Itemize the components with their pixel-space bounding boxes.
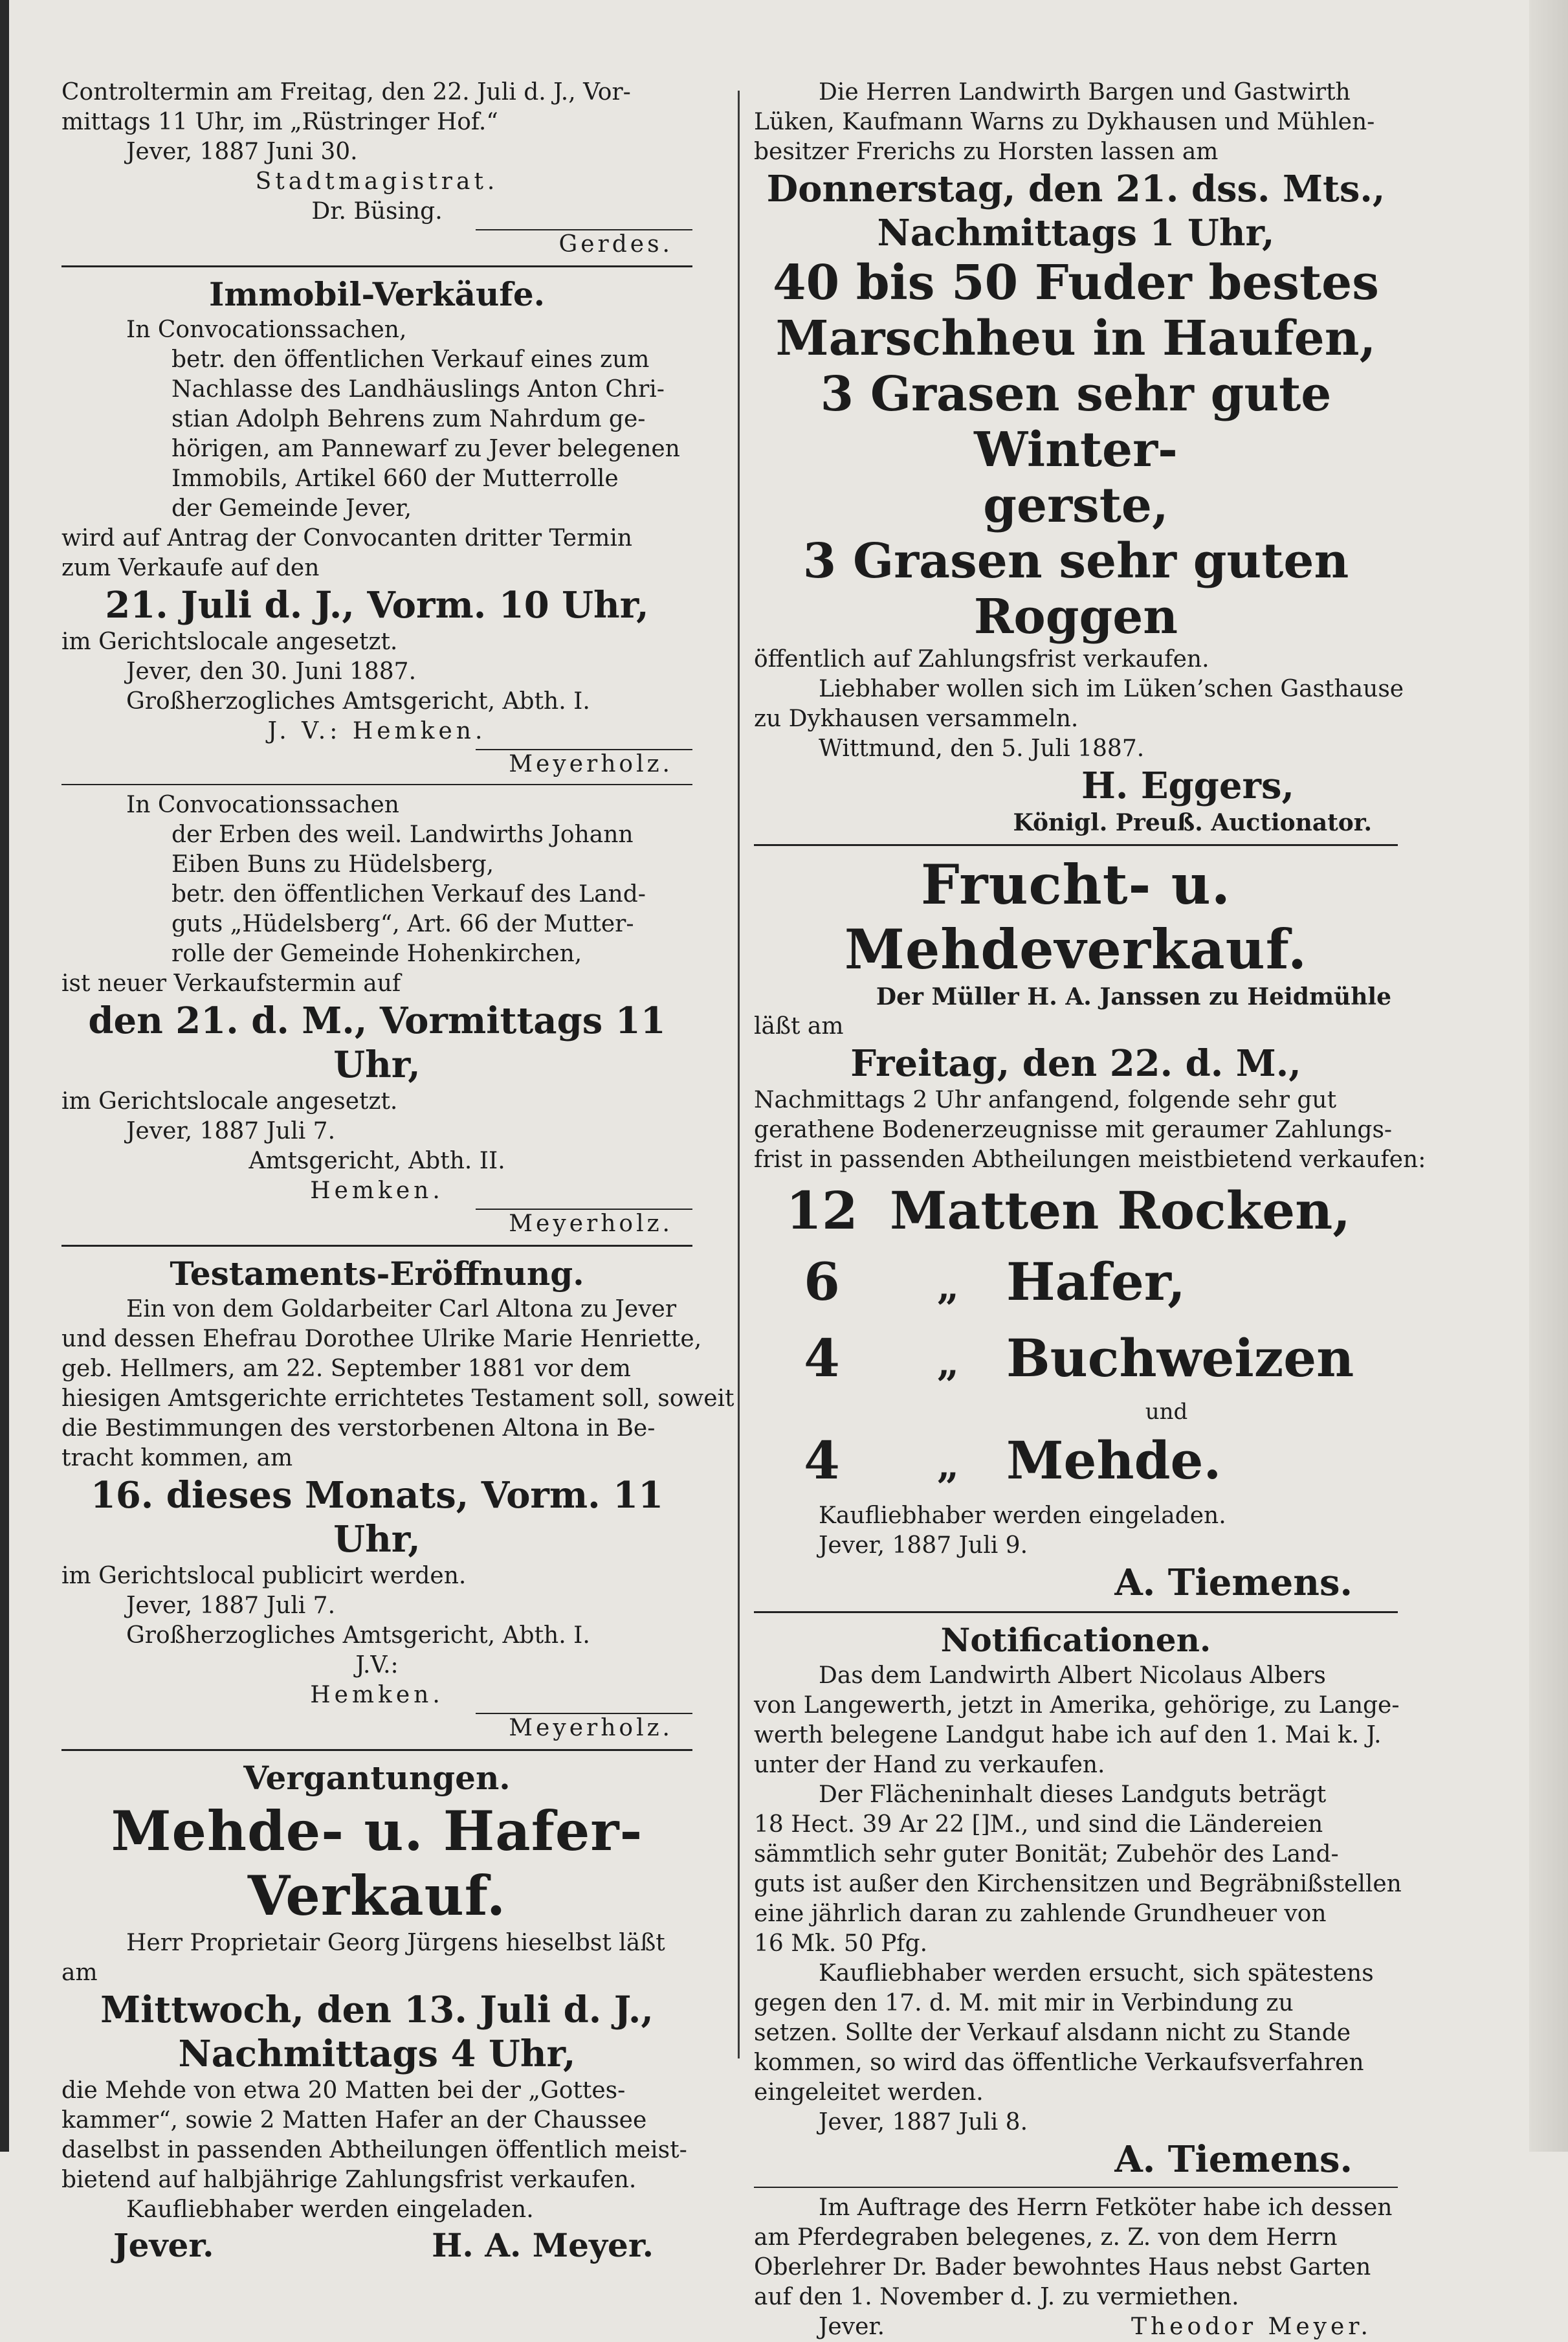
auction-date: 16. dieses Monats, Vorm. 11 Uhr, [90, 1474, 664, 1561]
signature-rule [476, 749, 692, 750]
text-line: Controltermin am Freitag, den 22. Juli d. J., Vor- [61, 79, 631, 106]
text-line: auf den 1. November d. J. zu vermiethen. [754, 2284, 1239, 2310]
list-item [754, 1175, 1398, 1246]
text-line: eine jährlich daran zu zahlende Grundheuer von [754, 1901, 1327, 1927]
auction-date: Donnerstag, den 21. dss. Mts., [766, 168, 1386, 210]
text-line: Kaufliebhaber werden eingeladen. [126, 2196, 534, 2223]
ad-big-line: 40 bis 50 Fuder bestes [773, 255, 1379, 311]
text-line: rolle der Gemeinde Hohenkirchen, [171, 941, 582, 967]
text-line: Der Flächeninhalt dieses Landguts beträgt [819, 1781, 1327, 1808]
section-rule [754, 2187, 1398, 2188]
text-line: Im Auftrage des Herrn Fetköter habe ich dessen [819, 2194, 1393, 2221]
text-line: Großherzogliches Amtsgericht, Abth. I. [126, 1622, 590, 1649]
text-line: mittags 11 Uhr, im „Rüstringer Hof.“ [61, 109, 498, 135]
text-line: guts ist außer den Kirchensitzen und Begräbnißstellen [754, 1871, 1402, 1897]
text-line: gerathene Bodenerzeugnisse mit geraumer Zahlungs- [754, 1117, 1393, 1143]
auction-time: Nachmittags 4 Uhr, [178, 2033, 576, 2075]
text-line: hörigen, am Pannewarf zu Jever belegenen [171, 436, 680, 462]
text-line: guts „Hüdelsberg“, Art. 66 der Mutter- [171, 911, 634, 937]
text-line: die Bestimmungen des verstorbenen Altona in Be- [61, 1415, 656, 1442]
text-line: der Gemeinde Jever, [171, 495, 412, 522]
immobil-section [61, 274, 692, 779]
convocation-section [61, 790, 692, 1238]
signer: H. A. Meyer. [432, 2226, 654, 2264]
text-line: unter der Hand zu verkaufen. [754, 1752, 1105, 1778]
text-line: stian Adolph Behrens zum Nahrdum ge- [171, 406, 646, 432]
signature: Meyerholz. [509, 1715, 673, 1741]
text-line: Ein von dem Goldarbeiter Carl Altona zu Jever [126, 1296, 677, 1322]
text-line: Jever, 1887 Juli 7. [126, 1118, 336, 1144]
section-title: Testaments-Eröffnung. [170, 1255, 584, 1293]
place: Jever. [113, 2226, 214, 2264]
text-line: Dr. Büsing. [311, 198, 443, 225]
item-quantity: 4 [804, 1328, 840, 1388]
text-line: im Gerichtslocale angesetzt. [61, 1088, 398, 1115]
left-column [61, 78, 734, 2266]
text-line: Jever, 1887 Juli 7. [126, 1592, 336, 1619]
item-quantity: 6 [804, 1251, 840, 1312]
text-line: Nachmittags 2 Uhr anfangend, folgende sehr gut [754, 1087, 1337, 1113]
section-title: Vergantungen. [243, 1759, 511, 1797]
signer: A. Tiemens. [1114, 1561, 1353, 1604]
text-line: Jever, den 30. Juni 1887. [126, 658, 417, 685]
text-line: betr. den öffentlichen Verkauf eines zum [171, 346, 650, 373]
text-line: Herr Proprietair Georg Jürgens hieselbst läßt [126, 1930, 665, 1956]
signature-line [61, 1710, 692, 1743]
signature-row [61, 2225, 692, 2266]
item-name: Matten Rocken, [890, 1180, 1351, 1241]
text-line: gegen den 17. d. M. mit mir in Verbindung zu [754, 1990, 1294, 2016]
text-line: Kaufliebhaber werden ersucht, sich spätestens [819, 1960, 1374, 1987]
text-line: geb. Hellmers, am 22. September 1881 vor dem [61, 1355, 631, 1382]
ditto-mark: „ [936, 1443, 960, 1488]
text-line: Wittmund, den 5. Juli 1887. [819, 735, 1145, 762]
text-line: Hemken. [310, 1682, 444, 1708]
text-line: Lüken, Kaufmann Warns zu Dykhausen und Mühlen- [754, 109, 1375, 135]
item-quantity: 4 [804, 1430, 840, 1491]
list-item [754, 1322, 1398, 1399]
text-line: betr. den öffentlichen Verkauf des Land- [171, 881, 646, 908]
ad-big-line: 3 Grasen sehr gute Winter- [820, 366, 1332, 478]
page-right-margin [1529, 0, 1568, 2152]
ad-headline: Mehde- u. Hafer-Verkauf. [111, 1799, 643, 1928]
text-line: Nachlasse des Landhäuslings Anton Chri- [171, 376, 665, 403]
text-line: Immobils, Artikel 660 der Mutterrolle [171, 465, 619, 492]
section-rule [61, 1245, 692, 1247]
ditto-mark: „ [936, 1264, 960, 1310]
text-line: am Pferdegraben belegenes, z. Z. von dem Herrn [754, 2224, 1338, 2251]
text-line: zu Dykhausen versammeln. [754, 706, 1079, 732]
section-rule [61, 1749, 692, 1751]
ad-big-line: gerste, [983, 478, 1169, 533]
text-line: Amtsgericht, Abth. II. [248, 1148, 505, 1174]
signature-line [61, 1206, 692, 1238]
ad-big-line: Marschheu in Haufen, [775, 311, 1376, 366]
signer: H. Eggers, [1081, 764, 1294, 807]
ditto-mark: „ [936, 1341, 960, 1386]
item-name: Buchweizen [1006, 1328, 1354, 1388]
text-line: werth belegene Landgut habe ich auf den 1. Mai k. J. [754, 1722, 1382, 1748]
text-line: Liebhaber wollen sich im Lüken’schen Gasthause [819, 676, 1404, 702]
text-line: Kaufliebhaber werden eingeladen. [819, 1502, 1226, 1529]
ad-big-line: 3 Grasen sehr guten Roggen [802, 533, 1349, 645]
page-binding-edge [0, 0, 9, 2152]
text-line: Das dem Landwirth Albert Nicolaus Albers [819, 1662, 1326, 1689]
list-item [754, 1246, 1398, 1322]
text-line: besitzer Frerichs zu Horsten lassen am [754, 139, 1219, 165]
list-item [754, 1425, 1398, 1501]
text-line: ist neuer Verkaufstermin auf [61, 970, 401, 997]
signature: Gerdes. [558, 231, 673, 258]
controltermin-notice [61, 78, 692, 259]
auction-date: 21. Juli d. J., Vorm. 10 Uhr, [105, 584, 649, 627]
text-line: setzen. Sollte der Verkauf alsdann nicht zu Stande [754, 2020, 1351, 2046]
text-line: von Langewerth, jetzt in Amerika, gehörige, zu Lange- [754, 1692, 1400, 1719]
signature-row [754, 2312, 1398, 2342]
signature-rule [476, 1713, 692, 1714]
text-line: im Gerichtslocal publicirt werden. [61, 1563, 467, 1589]
conjunction: und [1145, 1399, 1188, 1425]
signature: Meyerholz. [509, 751, 673, 777]
text-line: Jever, 1887 Juni 30. [126, 139, 358, 165]
item-name: Hafer, [1006, 1251, 1186, 1312]
text-line: wird auf Antrag der Convocanten dritter Termin [61, 525, 633, 552]
signer: Theodor Meyer. [1131, 2314, 1372, 2340]
auction-date: Mittwoch, den 13. Juli d. J., [100, 1989, 654, 2031]
text-line: J.V.: [355, 1652, 399, 1678]
text-line: tracht kommen, am [61, 1445, 293, 1471]
text-line: In Convocationssachen [126, 792, 399, 818]
section-rule [61, 784, 692, 785]
testament-section [61, 1253, 734, 1743]
text-line: daselbst in passenden Abtheilungen öffentlich meist- [61, 2137, 687, 2163]
section-title: Immobil-Verkäufe. [208, 275, 546, 313]
auction-date: Freitag, den 22. d. M., [850, 1042, 1301, 1085]
text-line: im Gerichtslocale angesetzt. [61, 629, 398, 655]
text-line: sämmtlich sehr guter Bonität; Zubehör des Land- [754, 1841, 1339, 1868]
text-line: läßt am [754, 1013, 844, 1040]
section-title: Notificationen. [940, 1621, 1211, 1659]
vergantungen-section [61, 1757, 692, 2266]
text-line: zum Verkaufe auf den [61, 555, 320, 581]
text-line: Jever, 1887 Juli 9. [819, 1532, 1028, 1559]
column-divider [738, 91, 740, 2058]
text-line: Eiben Buns zu Hüdelsberg, [171, 851, 494, 878]
fetkoeter-notice [754, 2193, 1398, 2342]
text-line: 18 Hect. 39 Ar 22 []M., und sind die Ländereien [754, 1811, 1323, 1838]
text-line: frist in passenden Abtheilungen meistbietend verkaufen: [754, 1146, 1426, 1173]
text-line: die Mehde von etwa 20 Matten bei der „Gottes- [61, 2077, 626, 2104]
ad-headline: Frucht- u. Mehdeverkauf. [844, 853, 1308, 981]
text-line: Stadtmagistrat. [255, 168, 499, 195]
signature-rule [476, 229, 692, 230]
section-rule [754, 1611, 1398, 1613]
place: Jever. [819, 2314, 885, 2340]
auction-date: den 21. d. M., Vormittags 11 Uhr, [88, 999, 666, 1086]
text-line: der Erben des weil. Landwirths Johann [171, 821, 634, 848]
notification-section [754, 1620, 1402, 2181]
text-line: hiesigen Amtsgerichte errichtetes Testament soll, soweit [61, 1385, 734, 1412]
text-line: Die Herren Landwirth Bargen und Gastwirth [819, 79, 1351, 106]
signature-line [61, 227, 692, 259]
text-line: kommen, so wird das öffentliche Verkaufsverfahren [754, 2049, 1364, 2076]
auction-time: Nachmittags 1 Uhr, [877, 212, 1275, 254]
text-line: bietend auf halbjährige Zahlungsfrist verkaufen. [61, 2167, 637, 2193]
text-line: Jever, 1887 Juli 8. [819, 2109, 1028, 2136]
text-line: öffentlich auf Zahlungsfrist verkaufen. [754, 646, 1209, 673]
frucht-ad [754, 853, 1426, 1605]
text-line: Der Müller H. A. Janssen zu Heidmühle [876, 983, 1391, 1010]
signature-rule [476, 1209, 692, 1210]
signer: A. Tiemens. [1114, 2138, 1353, 2181]
text-line: Oberlehrer Dr. Bader bewohntes Haus nebst Garten [754, 2254, 1371, 2281]
text-line: und dessen Ehefrau Dorothee Ulrike Marie Henriette, [61, 1326, 702, 1352]
text-line: J. V.: Hemken. [267, 718, 487, 744]
bargen-ad [754, 78, 1404, 838]
item-quantity: 12 [786, 1180, 858, 1241]
right-column [754, 78, 1426, 2342]
signer-title: Königl. Preuß. Auctionator. [1013, 809, 1372, 836]
text-line: Großherzogliches Amtsgericht, Abth. I. [126, 688, 590, 715]
text-line: Hemken. [310, 1177, 444, 1204]
section-rule [61, 265, 692, 267]
text-line: kammer“, sowie 2 Matten Hafer an der Chaussee [61, 2107, 647, 2134]
text-line: In Convocationssachen, [126, 317, 407, 343]
signature: Meyerholz. [509, 1210, 673, 1237]
text-line: 16 Mk. 50 Pfg. [754, 1930, 928, 1957]
item-name: Mehde. [1006, 1430, 1222, 1491]
section-rule [754, 844, 1398, 846]
text-line: am [61, 1959, 98, 1986]
text-line: eingeleitet werden. [754, 2079, 984, 2106]
signature-line [61, 746, 692, 779]
